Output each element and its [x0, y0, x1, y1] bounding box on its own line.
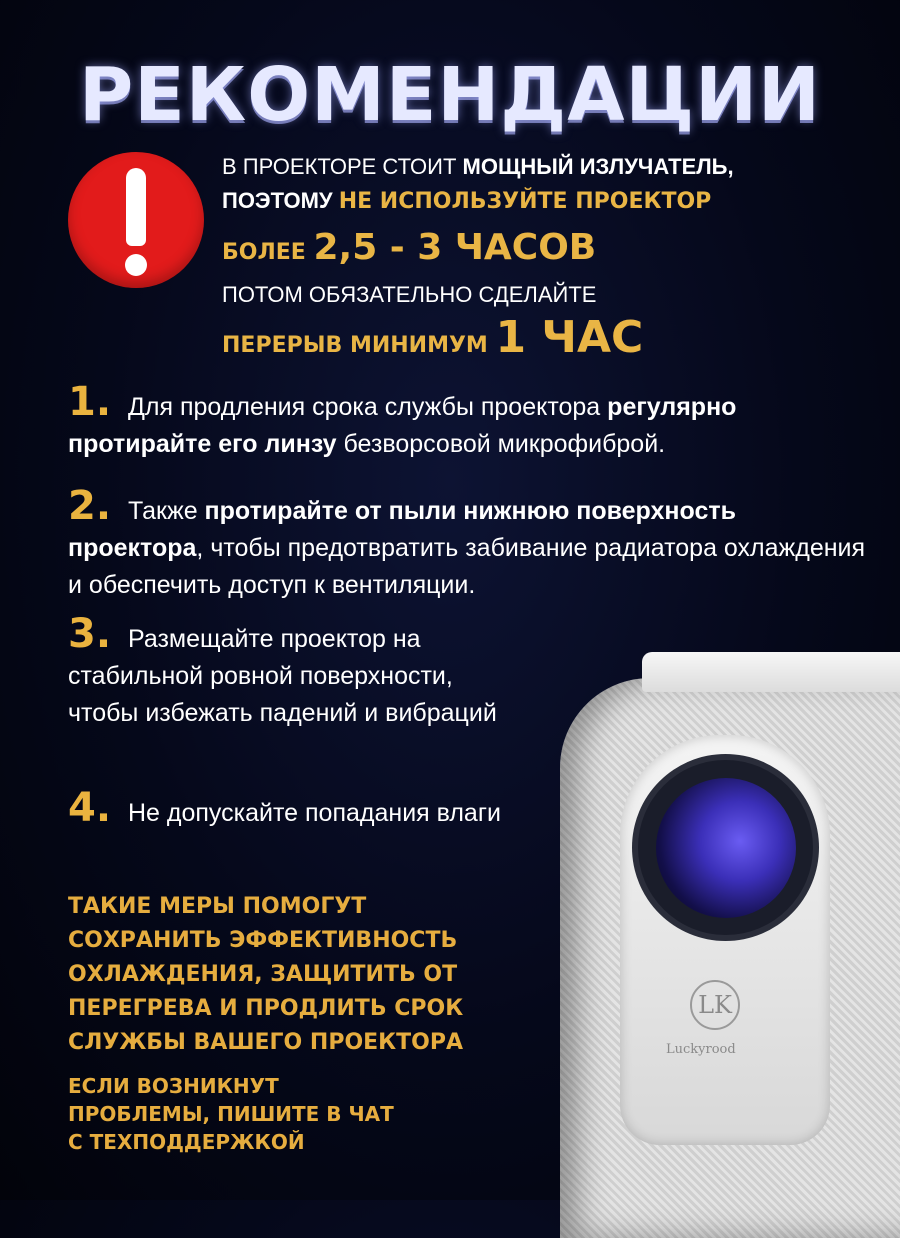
warning-line-2	[222, 190, 711, 213]
warning-text: БОЛЕЕ	[222, 240, 314, 265]
warning-text: ПОТОМ ОБЯЗАТЕЛЬНО СДЕЛАЙТЕ	[222, 282, 597, 307]
item-emphasis: регулярно протирайте его линзу	[68, 393, 737, 458]
warning-text: В ПРОЕКТОРЕ СТОИТ	[222, 154, 463, 179]
support-line: ЕСЛИ ВОЗНИКНУТ	[68, 1074, 279, 1098]
list-item	[68, 611, 528, 732]
list-item	[68, 379, 868, 463]
item-number: 3.	[68, 611, 112, 657]
summary-line: ПЕРЕГРЕВА И ПРОДЛИТЬ СРОК	[68, 996, 464, 1021]
summary-line: ОХЛАЖДЕНИЯ, ЗАЩИТИТЬ ОТ	[68, 962, 458, 987]
support-block	[68, 1072, 394, 1156]
support-line: С ТЕХПОДДЕРЖКОЙ	[68, 1130, 305, 1154]
summary-block	[68, 890, 463, 1060]
item-text: , чтобы предотвратить забивание радиатора охлаждения и обеспечить доступ к вентиляции.	[68, 534, 866, 599]
summary-line: СОХРАНИТЬ ЭФФЕКТИВНОСТЬ	[68, 928, 458, 953]
exclamation-dot	[125, 254, 147, 276]
item-text: безворсовой микрофиброй.	[336, 430, 666, 458]
warning-text: ПЕРЕРЫВ МИНИМУМ	[222, 333, 496, 358]
support-line: ПРОБЛЕМЫ, ПИШИТЕ В ЧАТ	[68, 1102, 394, 1126]
warning-line-1	[222, 156, 734, 178]
brand-logo-icon: LK	[690, 980, 740, 1030]
item-text: Также	[127, 497, 205, 525]
item-number: 1.	[68, 379, 112, 425]
warning-icon	[68, 152, 204, 288]
item-text: Не допускайте попадания влаги	[127, 799, 501, 827]
projector-lid	[642, 652, 900, 692]
item-number: 4.	[68, 785, 112, 831]
warning-text: ПОЭТОМУ	[222, 188, 339, 213]
projector-lens	[656, 778, 796, 918]
warning-line-4	[222, 284, 596, 306]
warning-line-3	[222, 227, 597, 268]
summary-line: ТАКИЕ МЕРЫ ПОМОГУТ	[68, 894, 367, 919]
item-text: Для продления срока службы проектора	[127, 393, 608, 421]
item-text: Размещайте проектор на стабильной ровной поверхности, чтобы избежать падений и вибраций	[68, 625, 497, 727]
list-item	[68, 785, 528, 832]
page-title: РЕКОМЕНДАЦИИ	[79, 52, 821, 138]
warning-highlight: НЕ ИСПОЛЬЗУЙТЕ ПРОЕКТОР	[338, 189, 712, 214]
item-emphasis: протирайте от пыли нижнюю поверхность проектора	[68, 497, 736, 562]
list-item	[68, 483, 868, 604]
item-number: 2.	[68, 483, 112, 529]
exclamation-icon	[126, 168, 146, 246]
projector-image	[540, 650, 900, 1210]
warning-line-5	[222, 312, 644, 363]
summary-line: СЛУЖБЫ ВАШЕГО ПРОЕКТОРА	[68, 1030, 464, 1055]
warning-break-duration: 1 ЧАС	[495, 312, 644, 363]
warning-hours: 2,5 - 3 ЧАСОВ	[313, 227, 597, 268]
brand-name: Luckyrood	[666, 1042, 736, 1057]
warning-highlight: МОЩНЫЙ ИЗЛУЧАТЕЛЬ,	[462, 154, 734, 179]
